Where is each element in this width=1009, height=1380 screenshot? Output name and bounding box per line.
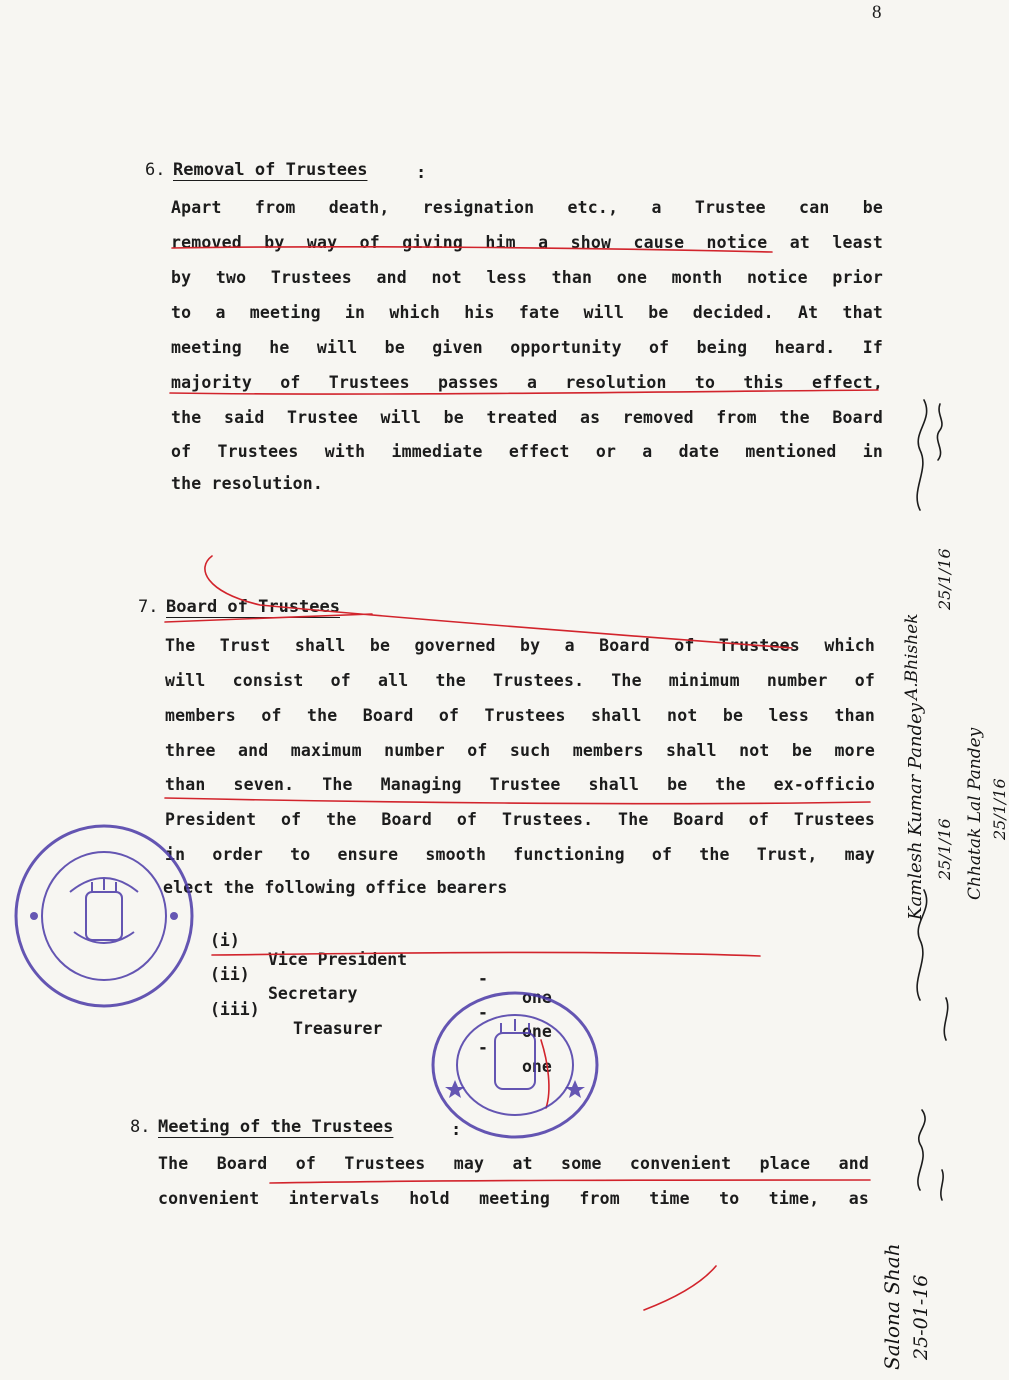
section-7-line: in order to ensure smooth functioning of the Trust, may xyxy=(165,845,875,864)
red-stroke xyxy=(644,1266,716,1310)
section-6-line: of Trustees with immediate effect or a date mentioned in xyxy=(171,442,883,461)
section-6-line: the said Trustee will be treated as removed from the Board xyxy=(171,408,883,427)
section-7-number: 7. xyxy=(138,597,159,617)
signature-date: 25/1/16 xyxy=(935,818,954,880)
signature: Chhatak Lal Pandey xyxy=(965,727,985,900)
section-7-heading: Board of Trustees xyxy=(166,597,340,617)
page-number: 8 xyxy=(872,2,882,23)
section-7-line: members of the Board of Trustees shall not be less than xyxy=(165,706,875,725)
office-bearer-dash: - xyxy=(478,1003,488,1022)
office-bearer-index: (ii) xyxy=(210,965,250,984)
section-7-line: will consist of all the Trustees. The minimum number of xyxy=(165,671,875,690)
section-6-line: majority of Trustees passes a resolution to this effect, xyxy=(171,373,883,392)
office-bearer-dash: - xyxy=(478,969,488,988)
section-7-line: three and maximum number of such members shall not be more xyxy=(165,741,875,760)
office-bearer-role: Treasurer xyxy=(293,1019,383,1038)
section-6-line: Apart from death, resignation etc., a Trustee can be xyxy=(171,198,883,217)
office-bearer-role: Secretary xyxy=(268,984,358,1003)
section-6-heading: Removal of Trustees xyxy=(173,160,368,180)
signature: Salona Shah xyxy=(880,1243,904,1370)
section-6-line: the resolution. xyxy=(171,474,324,493)
office-bearer-role: Vice President xyxy=(268,950,408,969)
section-8-line: The Board of Trustees may at some convenient place and xyxy=(158,1154,869,1173)
section-6-line: by two Trustees and not less than one month notice prior xyxy=(171,268,883,287)
office-bearer-count: one xyxy=(522,1022,552,1041)
office-bearer-count: one xyxy=(522,988,552,1007)
section-6-line: removed by way of giving him a show cause notice at least xyxy=(171,233,883,252)
section-6-line: to a meeting in which his fate will be decided. At that xyxy=(171,303,883,322)
signature-date: 25/1/16 xyxy=(990,778,1009,840)
office-bearer-index: (i) xyxy=(210,931,240,950)
office-bearer-row xyxy=(0,981,1000,1076)
section-6-line: meeting he will be given opportunity of being heard. If xyxy=(171,338,883,357)
section-7-line: elect the following office bearers xyxy=(163,878,508,897)
office-bearer-dash: - xyxy=(478,1038,488,1057)
section-7-line: than seven. The Managing Trustee shall be the ex-officio xyxy=(165,775,875,794)
section-6-number: 6. xyxy=(145,160,166,180)
signature-date: 25/1/16 xyxy=(935,548,954,610)
section-8-number: 8. xyxy=(130,1117,151,1137)
section-7-line: President of the Board of Trustees. The Board of Trustees xyxy=(165,810,875,829)
section-8-heading: Meeting of the Trustees xyxy=(158,1117,394,1137)
signature: A.Bhishek xyxy=(902,613,922,700)
section-8-line: convenient intervals hold meeting from time to time, as xyxy=(158,1189,869,1208)
signature: Kamlesh Kumar Pandey xyxy=(905,703,926,920)
office-bearer-index: (iii) xyxy=(210,1000,260,1019)
red-underline xyxy=(270,1180,870,1183)
section-7-line: The Trust shall be governed by a Board of Trustees which xyxy=(165,636,875,655)
section-8-heading-colon: : xyxy=(451,1120,462,1140)
signature-date: 25-01-16 xyxy=(910,1274,932,1360)
section-6-heading-colon: : xyxy=(416,163,427,183)
red-underline xyxy=(165,798,870,804)
office-bearer-count: one xyxy=(522,1057,552,1076)
